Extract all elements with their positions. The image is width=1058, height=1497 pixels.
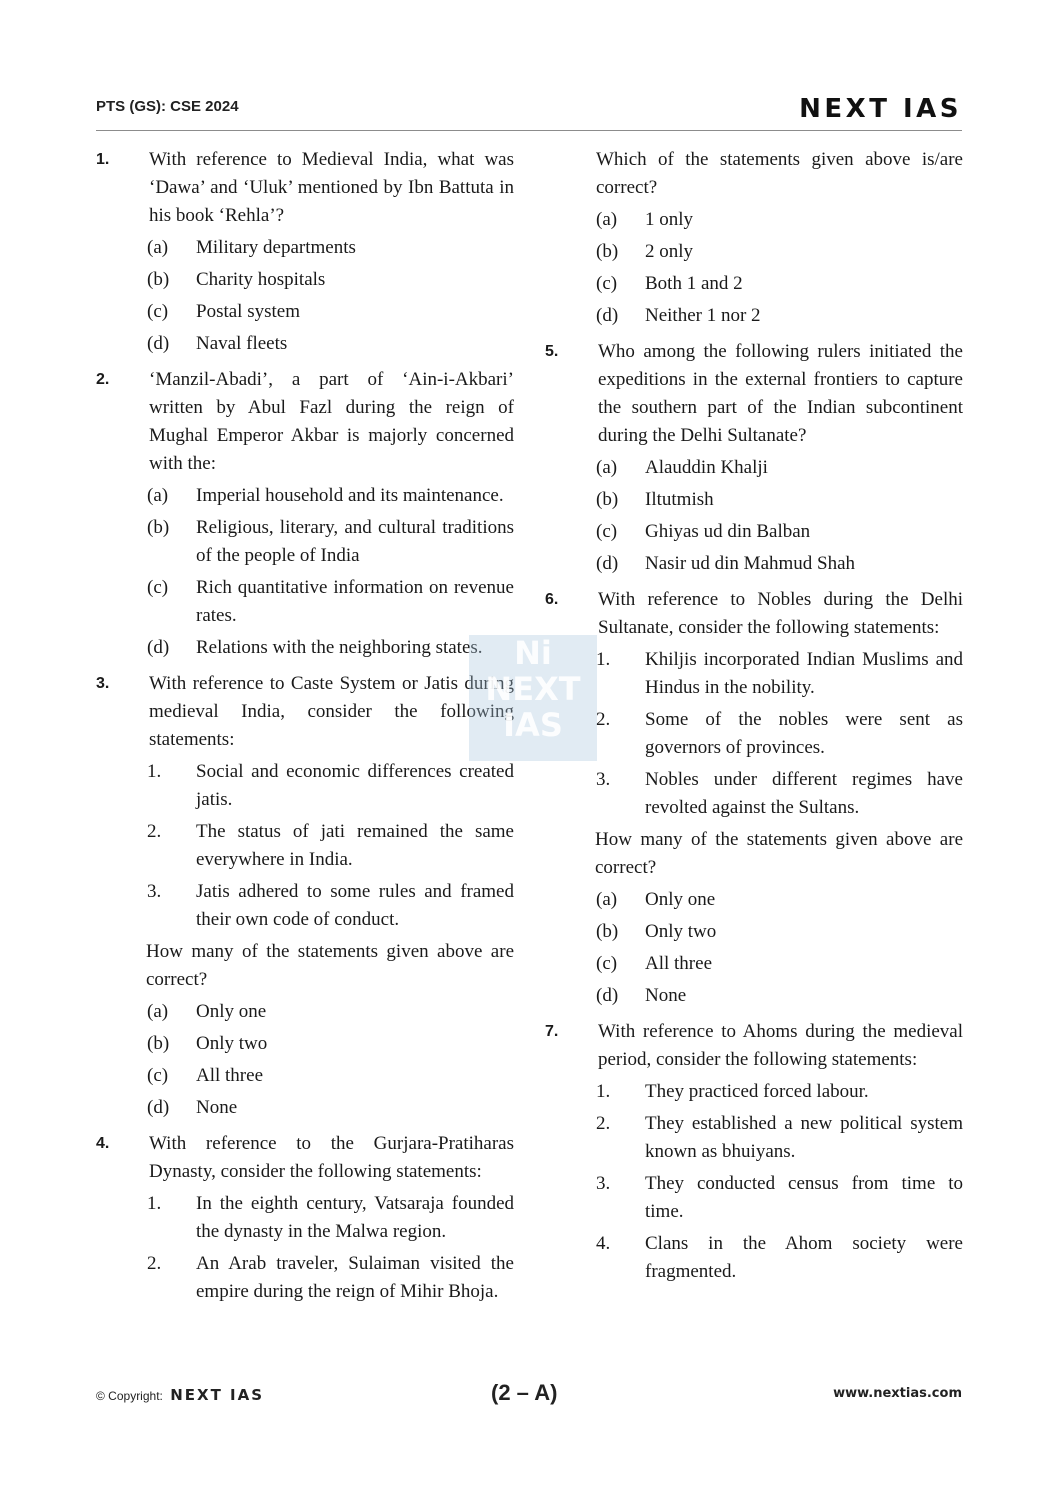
question-number: 6. <box>545 591 559 608</box>
option-b[interactable] <box>96 266 514 294</box>
statement-text: Nobles under different regimes have revolted against the Sultans. <box>645 769 963 818</box>
copyright <box>96 1386 264 1404</box>
option-d[interactable] <box>545 302 963 330</box>
question-stem <box>96 1130 514 1186</box>
option-label: (d) <box>147 1097 170 1118</box>
option-text: Imperial household and its maintenance. <box>196 485 504 506</box>
question-number: 1. <box>96 151 110 168</box>
option-text: Military departments <box>196 237 356 258</box>
option-d[interactable] <box>545 550 963 578</box>
option-label: (b) <box>147 517 170 538</box>
option-text: All three <box>196 1065 264 1086</box>
option-text: None <box>196 1097 238 1118</box>
statement-4 <box>545 1230 963 1286</box>
option-text: Only two <box>645 921 717 942</box>
statement-label: 3. <box>147 881 162 902</box>
option-b[interactable] <box>96 514 514 570</box>
website-link[interactable]: www.nextias.com <box>833 1386 962 1401</box>
statement-text: Some of the nobles were sent as governors of provinces. <box>645 709 963 758</box>
statement-label: 1. <box>147 761 162 782</box>
option-c[interactable] <box>545 270 963 298</box>
option-text: Only two <box>196 1033 268 1054</box>
question-6 <box>545 586 963 1010</box>
statement-text: They conducted census from time to time. <box>645 1173 963 1222</box>
option-b[interactable] <box>545 918 963 946</box>
footer-brand: NEXT IAS <box>170 1386 265 1404</box>
question-text: With reference to Nobles during the Delhi Sultanate, consider the following statements: <box>598 589 963 638</box>
statement-label: 1. <box>147 1193 162 1214</box>
option-d[interactable] <box>96 330 514 358</box>
option-label: (c) <box>147 1065 169 1086</box>
option-label: (d) <box>596 305 619 326</box>
statement-text: Social and economic differences created jatis. <box>196 761 514 810</box>
option-text: All three <box>645 953 713 974</box>
question-text: With reference to the Gurjara-Pratiharas Dynasty, consider the following statements: <box>149 1133 514 1182</box>
option-label: (c) <box>596 521 618 542</box>
exam-title: PTS (GS): CSE 2024 <box>96 98 239 115</box>
question-prompt: Which of the statements given above is/are correct? <box>596 149 963 198</box>
question-4-continued <box>545 146 963 330</box>
statement-label: 2. <box>596 709 611 730</box>
statement-1 <box>545 1078 963 1106</box>
statement-text: The status of jati remained the same everywhere in India. <box>196 821 514 870</box>
statement-label: 2. <box>596 1113 611 1134</box>
option-a[interactable] <box>545 454 963 482</box>
question-7 <box>545 1018 963 1286</box>
statement-2 <box>96 1250 514 1306</box>
question-stem <box>96 366 514 478</box>
question-stem <box>96 146 514 230</box>
statement-text: An Arab traveler, Sulaiman visited the empire during the reign of Mihir Bhoja. <box>196 1253 514 1302</box>
statement-2 <box>96 818 514 874</box>
statement-text: In the eighth century, Vatsaraja founded the dynasty in the Malwa region. <box>196 1193 514 1242</box>
option-text: Only one <box>196 1001 267 1022</box>
option-label: (d) <box>147 333 170 354</box>
question-4 <box>96 1130 514 1306</box>
option-a[interactable] <box>96 234 514 262</box>
option-label: (d) <box>596 985 619 1006</box>
option-text: None <box>645 985 687 1006</box>
option-label: (a) <box>596 457 618 478</box>
option-text: Both 1 and 2 <box>645 273 743 294</box>
question-text: ‘Manzil-Abadi’, a part of ‘Ain-i-Akbari’ written by Abul Fazl during the reign of Mughal Emperor Akbar is majorly concerned with the: <box>149 369 514 474</box>
question-stem <box>545 586 963 642</box>
option-label: (b) <box>147 269 170 290</box>
option-c[interactable] <box>545 950 963 978</box>
statement-label: 2. <box>147 821 162 842</box>
option-a[interactable] <box>545 886 963 914</box>
option-c[interactable] <box>545 518 963 546</box>
option-b[interactable] <box>545 486 963 514</box>
statement-label: 1. <box>596 1081 611 1102</box>
brand-logo: NEXT IAS <box>799 94 962 124</box>
option-label: (c) <box>596 953 618 974</box>
question-number: 4. <box>96 1135 110 1152</box>
question-stem <box>545 1018 963 1074</box>
statement-text: Jatis adhered to some rules and framed their own code of conduct. <box>196 881 514 930</box>
statement-label: 2. <box>147 1253 162 1274</box>
question-1 <box>96 146 514 358</box>
question-stem <box>545 338 963 450</box>
option-text: Ghiyas ud din Balban <box>645 521 811 542</box>
option-d[interactable] <box>545 982 963 1010</box>
option-label: (a) <box>596 889 618 910</box>
question-prompt: How many of the statements given above are correct? <box>146 941 514 990</box>
statement-2 <box>545 706 963 762</box>
option-c[interactable] <box>96 574 514 630</box>
option-label: (d) <box>147 637 170 658</box>
statement-1 <box>96 1190 514 1246</box>
right-column <box>545 146 963 1286</box>
statement-2 <box>545 1110 963 1166</box>
option-label: (c) <box>596 273 618 294</box>
statement-text: They practiced forced labour. <box>645 1081 869 1102</box>
question-3 <box>96 670 514 1122</box>
statement-3 <box>96 878 514 934</box>
question-number: 7. <box>545 1023 559 1040</box>
option-text: 2 only <box>645 241 694 262</box>
watermark-logo <box>469 635 597 761</box>
option-text: Alauddin Khalji <box>645 457 768 478</box>
copyright-text: © Copyright: <box>96 1389 163 1403</box>
option-d[interactable] <box>96 1094 514 1122</box>
option-a[interactable] <box>545 206 963 234</box>
watermark-line: Ni <box>514 634 552 672</box>
option-label: (b) <box>596 241 619 262</box>
statement-1 <box>96 758 514 814</box>
option-text: Naval fleets <box>196 333 288 354</box>
question-5 <box>545 338 963 578</box>
option-label: (a) <box>596 209 618 230</box>
option-text: Postal system <box>196 301 300 322</box>
question-2 <box>96 366 514 662</box>
statement-label: 1. <box>596 649 611 670</box>
option-b[interactable] <box>545 238 963 266</box>
option-d[interactable] <box>96 634 514 662</box>
statement-text: They established a new political system known as bhuiyans. <box>645 1113 963 1162</box>
page-number: (2 – A) <box>491 1380 558 1405</box>
option-b[interactable] <box>96 1030 514 1058</box>
question-number: 5. <box>545 343 559 360</box>
option-label: (a) <box>147 485 169 506</box>
statement-1 <box>545 646 963 702</box>
statement-label: 3. <box>596 1173 611 1194</box>
option-a[interactable] <box>96 998 514 1026</box>
watermark-line: NEXT <box>485 670 581 708</box>
option-label: (a) <box>147 237 169 258</box>
question-text: With reference to Ahoms during the medieval period, consider the following statements: <box>598 1021 963 1070</box>
question-text: With reference to Caste System or Jatis during medieval India, consider the following statements: <box>149 673 514 750</box>
option-text: Rich quantitative information on revenue rates. <box>196 577 514 626</box>
statement-text: Clans in the Ahom society were fragmented. <box>645 1233 963 1282</box>
option-text: 1 only <box>645 209 694 230</box>
option-label: (c) <box>147 577 169 598</box>
option-label: (b) <box>596 489 619 510</box>
option-text: Charity hospitals <box>196 269 326 290</box>
question-number: 2. <box>96 371 110 388</box>
statement-label: 4. <box>596 1233 611 1254</box>
statement-label: 3. <box>596 769 611 790</box>
option-label: (c) <box>147 301 169 322</box>
option-text: Religious, literary, and cultural traditions of the people of India <box>196 517 514 566</box>
question-stem <box>96 670 514 754</box>
option-label: (b) <box>147 1033 170 1054</box>
statement-3 <box>545 766 963 822</box>
option-c[interactable] <box>96 1062 514 1090</box>
page-header <box>96 96 962 131</box>
question-text: With reference to Medieval India, what was ‘Dawa’ and ‘Uluk’ mentioned by Ibn Battuta in his book ‘Rehla’? <box>149 149 514 226</box>
option-text: Neither 1 nor 2 <box>645 305 761 326</box>
option-text: Iltutmish <box>645 489 714 510</box>
option-text: Nasir ud din Mahmud Shah <box>645 553 856 574</box>
question-number: 3. <box>96 675 110 692</box>
option-text: Only one <box>645 889 716 910</box>
option-a[interactable] <box>96 482 514 510</box>
left-column <box>96 146 514 1306</box>
option-text: Relations with the neighboring states. <box>196 637 483 658</box>
option-c[interactable] <box>96 298 514 326</box>
option-label: (b) <box>596 921 619 942</box>
watermark-line: IAS <box>503 706 563 744</box>
option-label: (a) <box>147 1001 169 1022</box>
question-prompt: How many of the statements given above are correct? <box>595 829 963 878</box>
question-text: Who among the following rulers initiated the expeditions in the external frontiers to capture the southern part of the Indian subcontinent during the Delhi Sultanate? <box>598 341 963 446</box>
statement-3 <box>545 1170 963 1226</box>
page-footer <box>96 1380 962 1410</box>
option-label: (d) <box>596 553 619 574</box>
statement-text: Khiljis incorporated Indian Muslims and Hindus in the nobility. <box>645 649 963 698</box>
